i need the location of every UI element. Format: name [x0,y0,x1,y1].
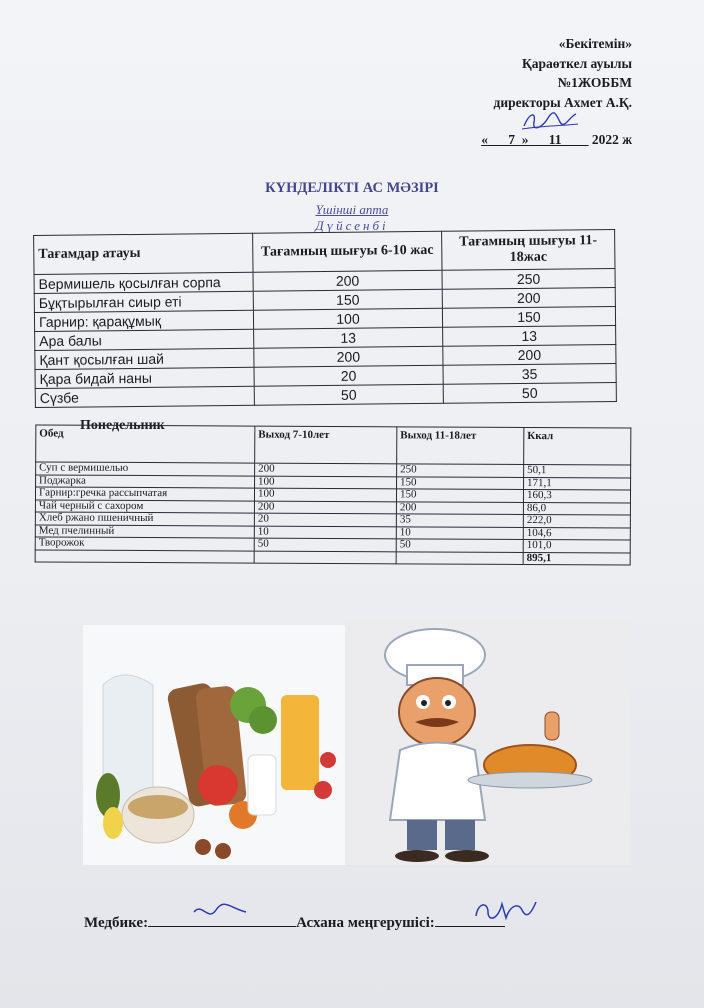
table-cell: 50 [254,384,443,405]
table-cell: Қара бидай наны [35,367,254,388]
table-cell: 86,0 [523,502,630,515]
table-cell: Творожок [35,537,254,551]
nurse-signature [190,900,250,924]
header-portion-6-10: Тағамның шығуы 6-10 жас [253,231,442,272]
table-cell: 50 [396,539,523,552]
table-cell: Қант қосылған шай [35,348,254,369]
table-cell: 50 [254,538,396,551]
table-cell: Хлеб ржано пшеничный [35,512,254,526]
header-lunch: Обед [36,425,255,463]
kitchen-head-label: Асхана меңгерушісі: [296,915,435,931]
header-output-7-10: Выход 7-10лет [255,426,397,464]
table-cell: 150 [253,289,442,310]
table-cell: 200 [255,463,397,476]
table-cell: 200 [253,270,442,291]
table-cell [35,549,254,563]
menu-title: КҮНДЕЛІКТІ АС МӘЗІРІ [265,180,439,196]
date-year: 2022 ж [591,132,632,147]
total-kcal: 895,1 [523,552,630,565]
approval-date: «___7_»___11____ 2022 ж [481,132,632,147]
day-label: Дүйсенбі [315,218,389,233]
approval-title: «Бекітемін» [558,36,632,51]
header-dish: Тағамдар атауы [34,233,253,274]
table-cell: 100 [253,308,442,329]
chef-illustration [345,620,630,865]
table-cell: Вермишель қосылған сорпа [34,272,253,293]
table-cell: Чай черный с сахором [35,499,254,513]
table-cell: 150 [396,489,523,502]
table-header-row [36,425,631,465]
table-cell: Поджарка [36,474,255,488]
table-cell [254,551,396,564]
director-signature [520,108,580,132]
table-cell: 35 [443,363,616,384]
table-cell: 160,3 [523,489,630,502]
header-output-11-18: Выход 11-18лет [397,427,524,465]
table-cell: 50 [443,382,616,403]
signature-footer [84,912,505,932]
table-cell: 200 [254,346,443,367]
date-month: ___11____ [528,132,589,147]
table-cell: 200 [396,501,523,514]
nurse-label: Медбике: [84,915,149,931]
table-cell: 10 [254,526,396,539]
header-kcal: Ккал [524,427,631,465]
table-cell: 35 [396,514,523,527]
table-cell [396,551,523,564]
table-cell: 20 [254,365,443,386]
total-row [35,549,630,565]
table-cell: 200 [442,287,615,308]
table-cell: Мед пчелинный [35,524,254,538]
approval-block [481,34,632,150]
table-cell: 171,1 [524,477,631,490]
table-cell: 222,0 [523,514,630,527]
table-cell: 20 [254,513,396,526]
table-cell: 100 [254,488,396,501]
table-header-row [34,229,615,274]
table-cell: 104,6 [523,527,630,540]
table-cell: Ара балы [35,329,254,350]
date-day: ___7_ [487,132,522,147]
table-cell: 200 [443,344,616,365]
table-cell: Сүзбе [35,386,254,407]
table-cell: Бұқтырылған сиыр еті [34,291,253,312]
table-cell: 100 [255,476,397,489]
kazakh-menu-table [33,229,617,408]
food-illustration [83,625,353,865]
table-cell: Гарнир: қарақұмық [34,310,253,331]
russian-menu-table [35,424,632,565]
table-cell: 50,1 [524,464,631,477]
russian-day-label: Понедельник [80,418,165,433]
header-portion-11-18: Тағамның шығуы 11-18жас [442,229,615,270]
table-cell: 101,0 [523,539,630,552]
table-cell: 13 [443,325,616,346]
table-cell: Гарнир:гречка рассыпчатая [35,487,254,501]
week-label: Үшінші апта [315,202,389,217]
table-cell: 150 [397,476,524,489]
table-cell: 200 [254,501,396,514]
table-cell: 150 [442,306,615,327]
table-cell: 250 [397,464,524,477]
table-cell: 13 [254,327,443,348]
table-cell: 250 [442,268,615,289]
approval-director: директоры Ахмет А.Қ. [493,94,632,110]
approval-village: Қараөткел ауылы [521,55,632,71]
table-cell: 10 [396,526,523,539]
approval-school: №1ЖОББМ [557,75,632,90]
kitchen-head-signature [470,896,540,924]
table-cell: Суп с вермишелью [36,462,255,476]
